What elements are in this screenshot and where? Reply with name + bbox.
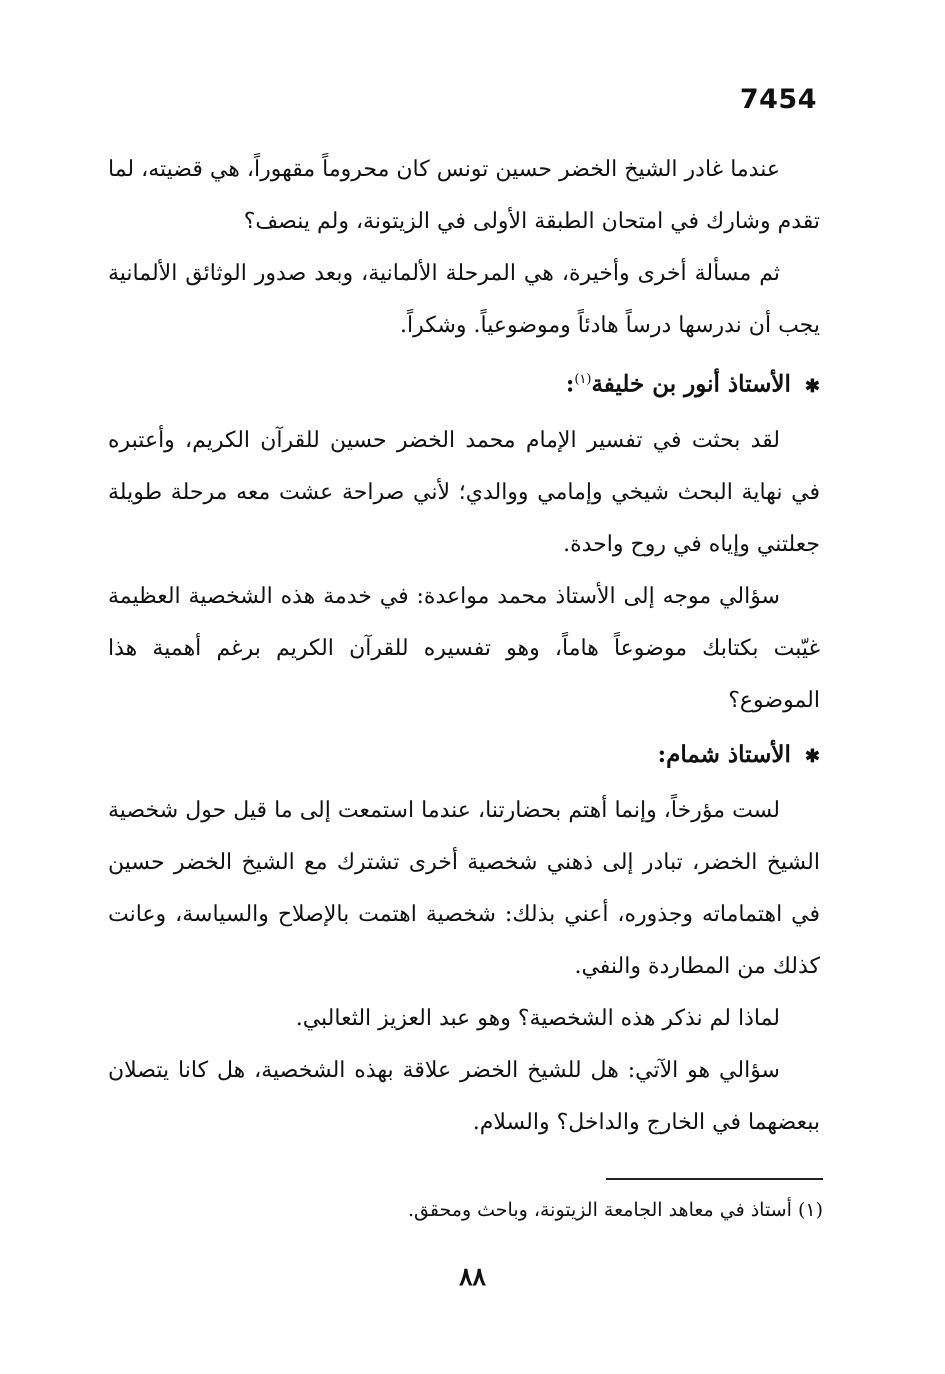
speaker-name: الأستاذ شمام <box>666 740 791 768</box>
footnote-reference: (١) <box>574 372 592 387</box>
paragraph: لقد بحثت في تفسير الإمام محمد الخضر حسين للقرآن الكريم، وأعتبره في نهاية البحث شيخي وإمامي ووالدي؛ لأني صراحة عشت معه مرحلة طويلة جعلتني وإياه في روح واحدة. <box>108 427 820 557</box>
page-body <box>108 144 820 1149</box>
paragraph: سؤالي هو الآتي: هل للشيخ الخضر علاقة بهذه الشخصية، هل كانا يتصلان ببعضهما في الخارج والداخل؟ والسلام. <box>108 1057 820 1135</box>
footnote-text: أستاذ في معاهد الجامعة الزيتونة، وباحث ومحقق. <box>408 1199 792 1221</box>
paragraph: عندما غادر الشيخ الخضر حسين تونس كان محروماً مقهوراً، هي قضيته، لما تقدم وشارك في امتحان الطبقة الأولى في الزيتونة، ولم ينصف؟ <box>108 157 820 234</box>
asterisk-icon: ✱ <box>804 375 820 397</box>
paragraph: ثم مسألة أخرى وأخيرة، هي المرحلة الألمانية، وبعد صدور الوثائق الألمانية يجب أن ندرسها درساً هادئاً وموضوعياً. وشكراً. <box>108 261 820 338</box>
speaker-colon: : <box>657 740 667 768</box>
asterisk-icon: ✱ <box>804 745 820 767</box>
paragraph: لست مؤرخاً، وإنما أهتم بحضارتنا، عندما استمعت إلى ما قيل حول شخصية الشيخ الخضر، تبادر إلى ذهني شخصية أخرى تشترك مع الشيخ الخضر حسين في اهتماماته وجذوره، أعني بذلك: شخصية اهتمت بالإصلاح والسياسة، وعانت كذلك من المطاردة والنفي. <box>108 797 820 979</box>
speaker-name: الأستاذ أنور بن خليفة <box>591 370 791 398</box>
footnote <box>263 1194 823 1226</box>
paragraph: سؤالي موجه إلى الأستاذ محمد مواعدة: في خدمة هذه الشخصية العظيمة غيّبت بكتابك موضوعاً هاماً، وهو تفسيره للقرآن الكريم برغم أهمية هذا الموضوع؟ <box>108 583 820 713</box>
page-number: ٨٨ <box>459 1262 486 1291</box>
speaker-heading <box>108 727 820 785</box>
speaker-heading <box>108 352 820 415</box>
footnote-divider <box>606 1178 823 1180</box>
paragraph: لماذا لم نذكر هذه الشخصية؟ وهو عبد العزيز الثعالبي. <box>295 1005 780 1031</box>
footnote-marker: (١) <box>797 1199 823 1221</box>
page-id: 7454 <box>739 84 817 115</box>
speaker-colon: : <box>565 370 575 398</box>
